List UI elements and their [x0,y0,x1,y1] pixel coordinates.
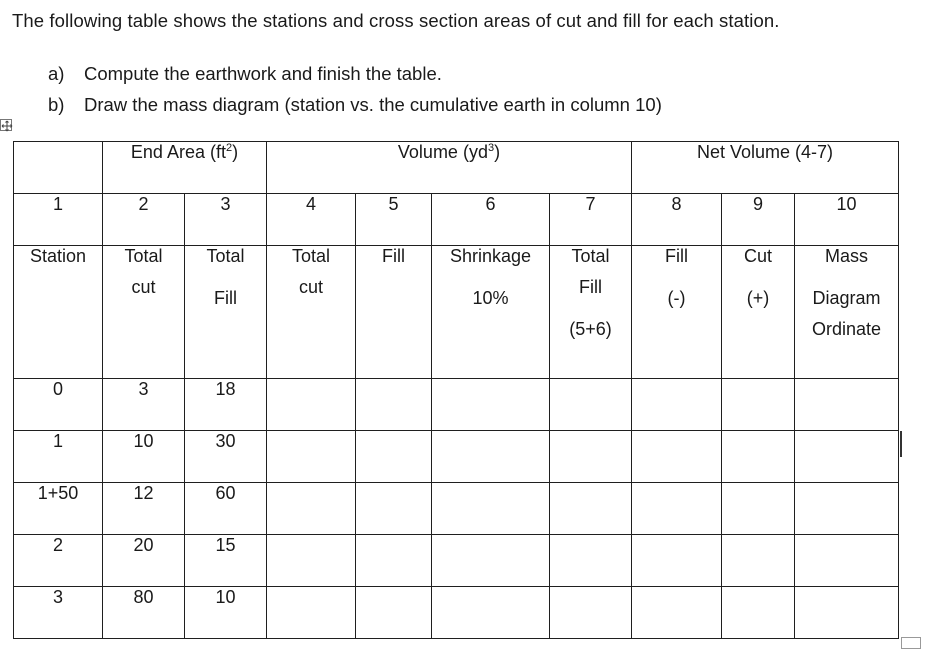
empty-cell[interactable] [632,535,722,587]
empty-cell[interactable] [267,535,356,587]
station-cell: 0 [14,379,103,431]
col-number: 4 [267,194,356,246]
empty-cell[interactable] [722,587,795,639]
col-number: 1 [14,194,103,246]
intro-text: The following table shows the stations and cross section areas of cut and fill for each station. [12,10,780,31]
cut-area-cell: 10 [103,431,185,483]
cut-area-cell: 3 [103,379,185,431]
empty-cell[interactable] [722,483,795,535]
task-b [48,94,662,116]
text-cursor [900,431,902,457]
earthwork-table [13,141,899,639]
col-number: 9 [722,194,795,246]
group-header-net-volume: Net Volume (4-7) [632,142,899,194]
empty-cell[interactable] [356,587,432,639]
empty-cell[interactable] [632,431,722,483]
station-cell: 1 [14,431,103,483]
empty-cell[interactable] [267,431,356,483]
empty-cell[interactable] [795,379,899,431]
table-move-handle-icon[interactable] [0,119,12,131]
col-number: 6 [432,194,550,246]
label-total-fill-area: Total Fill [185,246,267,379]
task-b-text: Draw the mass diagram (station vs. the cumulative earth in column 10) [84,94,662,115]
group-header-end-area: End Area $(ft^2)$ [103,142,267,194]
label-total-cut-volume: Total cut [267,246,356,379]
empty-cell[interactable] [632,483,722,535]
empty-cell[interactable] [722,535,795,587]
label-total-fill-volume: Total Fill (5+6) [550,246,632,379]
empty-cell[interactable] [632,587,722,639]
empty-cell[interactable] [722,431,795,483]
empty-cell[interactable] [267,587,356,639]
empty-cell[interactable] [267,379,356,431]
group-header-volume: Volume $(yd^3)$ [267,142,632,194]
empty-cell[interactable] [432,535,550,587]
cut-area-cell: 20 [103,535,185,587]
table-row [14,483,899,535]
empty-cell[interactable] [795,587,899,639]
group-header-row [14,142,899,194]
fill-area-cell: 30 [185,431,267,483]
label-station: Station [14,246,103,379]
col-number: 5 [356,194,432,246]
empty-cell[interactable] [267,483,356,535]
empty-cell[interactable] [795,483,899,535]
empty-cell[interactable] [550,587,632,639]
empty-cell[interactable] [795,431,899,483]
table-row [14,587,899,639]
cut-area-cell: 80 [103,587,185,639]
fill-area-cell: 15 [185,535,267,587]
empty-cell[interactable] [356,535,432,587]
col-number: 7 [550,194,632,246]
col-number: 10 [795,194,899,246]
label-net-fill: Fill (-) [632,246,722,379]
group-header-empty [14,142,103,194]
empty-cell[interactable] [550,379,632,431]
fill-area-cell: 60 [185,483,267,535]
station-cell: 2 [14,535,103,587]
label-shrinkage: Shrinkage 10% [432,246,550,379]
empty-cell[interactable] [722,379,795,431]
label-total-cut-area: Total cut [103,246,185,379]
col-number: 3 [185,194,267,246]
empty-cell[interactable] [356,431,432,483]
label-mass-diagram: Mass Diagram Ordinate [795,246,899,379]
empty-cell[interactable] [432,379,550,431]
column-label-row [14,246,899,379]
task-b-label: b) [48,94,65,115]
empty-cell[interactable] [432,431,550,483]
table-row [14,379,899,431]
cut-area-cell: 12 [103,483,185,535]
task-a [48,63,442,85]
empty-cell[interactable] [356,483,432,535]
column-number-row [14,194,899,246]
station-cell: 3 [14,587,103,639]
empty-cell[interactable] [550,431,632,483]
table-row [14,535,899,587]
table-row [14,431,899,483]
empty-cell[interactable] [432,483,550,535]
station-cell: 1+50 [14,483,103,535]
fill-area-cell: 18 [185,379,267,431]
label-fill-volume: Fill [356,246,432,379]
empty-cell[interactable] [356,379,432,431]
table-resize-handle[interactable] [901,637,921,649]
empty-cell[interactable] [432,587,550,639]
task-a-text: Compute the earthwork and finish the table. [84,63,442,84]
empty-cell[interactable] [550,535,632,587]
empty-cell[interactable] [795,535,899,587]
label-net-cut: Cut (+) [722,246,795,379]
empty-cell[interactable] [550,483,632,535]
fill-area-cell: 10 [185,587,267,639]
task-a-label: a) [48,63,65,84]
empty-cell[interactable] [632,379,722,431]
col-number: 8 [632,194,722,246]
col-number: 2 [103,194,185,246]
